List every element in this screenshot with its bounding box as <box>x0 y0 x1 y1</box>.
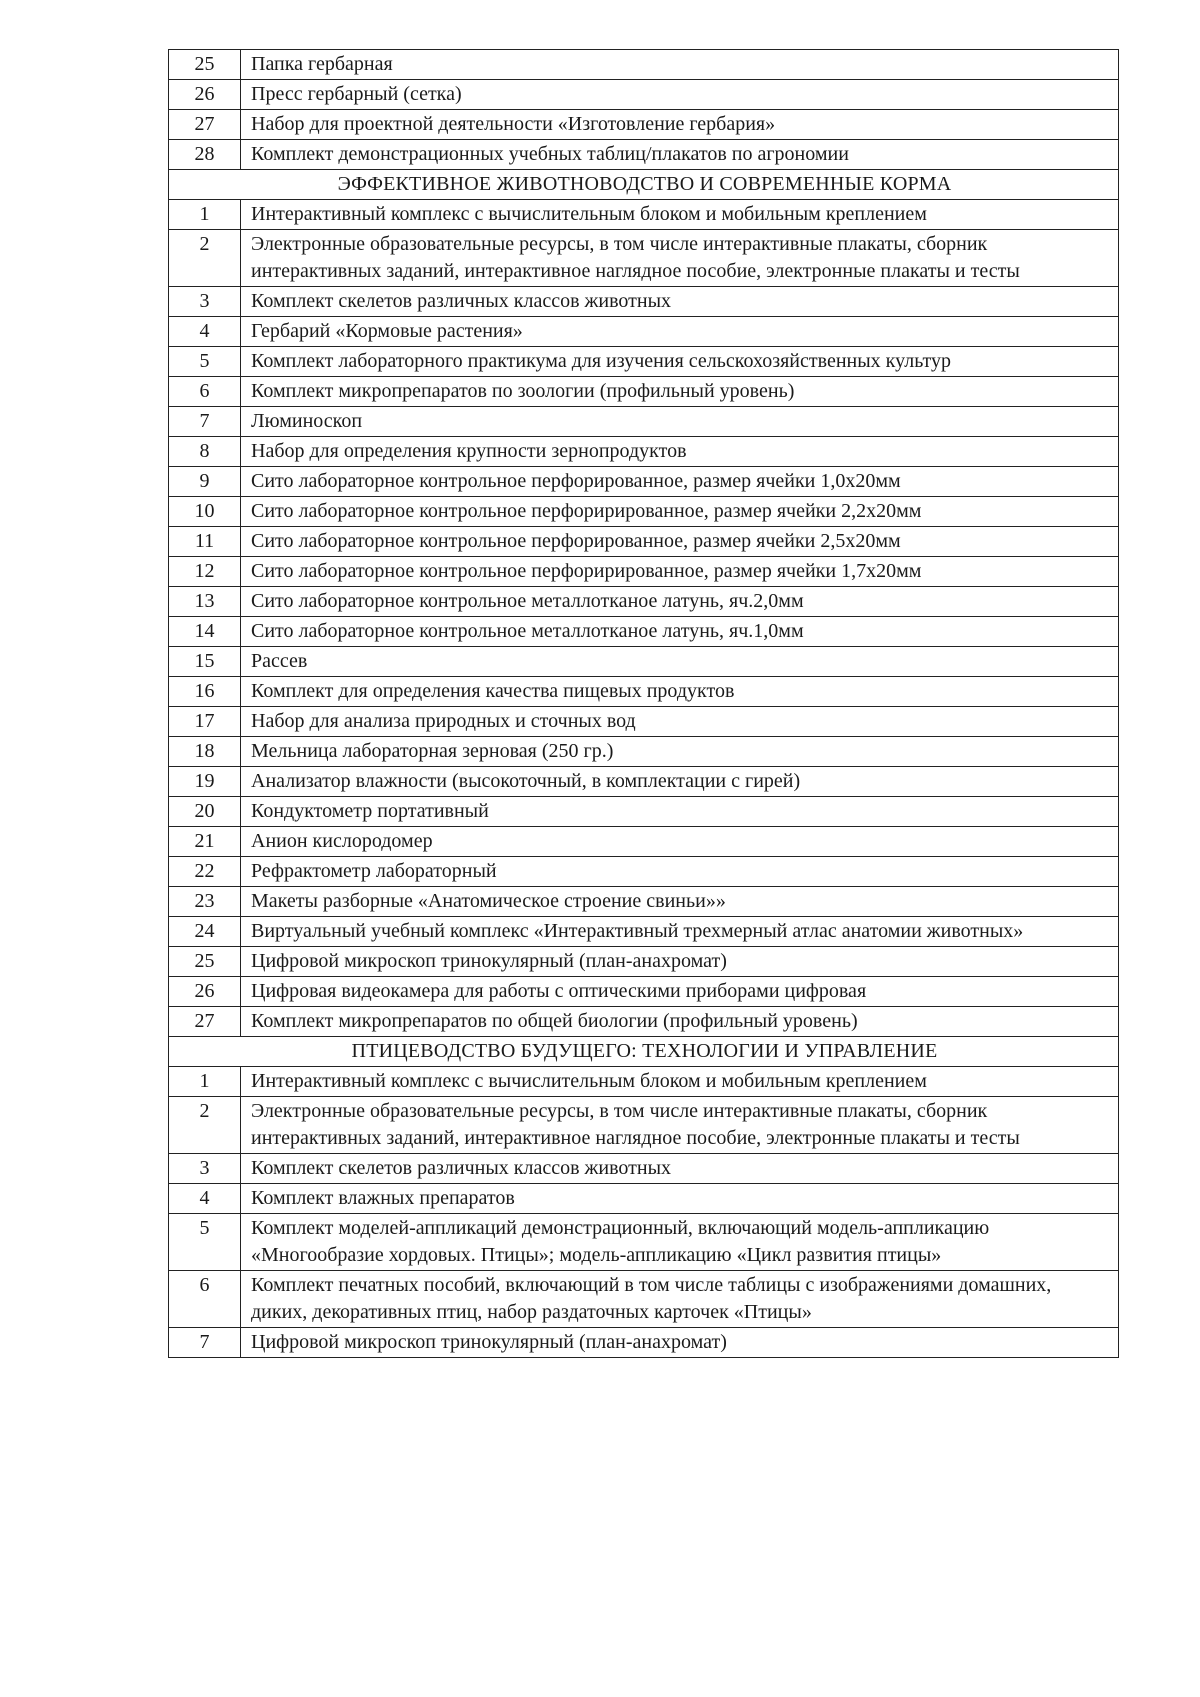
row-number: 15 <box>169 647 241 677</box>
row-number: 6 <box>169 1271 241 1328</box>
table-row <box>169 80 1119 110</box>
row-number: 4 <box>169 1184 241 1214</box>
table-row <box>169 1154 1119 1184</box>
item-name: Пресс гербарный (сетка) <box>241 80 1119 110</box>
row-number: 6 <box>169 377 241 407</box>
table-row <box>169 50 1119 80</box>
item-name: Комплект лабораторного практикума для изучения сельскохозяйственных культур <box>241 347 1119 377</box>
table-row <box>169 827 1119 857</box>
row-number: 2 <box>169 1097 241 1154</box>
equipment-table-body <box>169 50 1119 1358</box>
row-number: 25 <box>169 947 241 977</box>
table-row <box>169 977 1119 1007</box>
table-row <box>169 887 1119 917</box>
item-name: Мельница лабораторная зерновая (250 гр.) <box>241 737 1119 767</box>
item-name: Комплект скелетов различных классов животных <box>241 287 1119 317</box>
item-name: Комплект для определения качества пищевых продуктов <box>241 677 1119 707</box>
row-number: 24 <box>169 917 241 947</box>
row-number: 8 <box>169 437 241 467</box>
row-number: 21 <box>169 827 241 857</box>
row-number: 5 <box>169 347 241 377</box>
row-number: 19 <box>169 767 241 797</box>
item-name: Рассев <box>241 647 1119 677</box>
row-number: 5 <box>169 1214 241 1271</box>
item-name: Макеты разборные «Анатомическое строение свиньи»» <box>241 887 1119 917</box>
table-row <box>169 497 1119 527</box>
row-number: 3 <box>169 287 241 317</box>
row-number: 20 <box>169 797 241 827</box>
table-row <box>169 1007 1119 1037</box>
table-row <box>169 797 1119 827</box>
section-title: ЭФФЕКТИВНОЕ ЖИВОТНОВОДСТВО И СОВРЕМЕННЫЕ КОРМА <box>169 170 1119 200</box>
table-row <box>169 407 1119 437</box>
equipment-table <box>168 49 1119 1358</box>
table-row <box>169 677 1119 707</box>
row-number: 11 <box>169 527 241 557</box>
table-row <box>169 437 1119 467</box>
row-number: 3 <box>169 1154 241 1184</box>
row-number: 26 <box>169 977 241 1007</box>
item-name: Сито лабораторное контрольное металлотканое латунь, яч.2,0мм <box>241 587 1119 617</box>
row-number: 27 <box>169 1007 241 1037</box>
table-row <box>169 287 1119 317</box>
table-row <box>169 1067 1119 1097</box>
item-name: Комплект микропрепаратов по общей биологии (профильный уровень) <box>241 1007 1119 1037</box>
table-row <box>169 737 1119 767</box>
table-row <box>169 1214 1119 1271</box>
item-name: Папка гербарная <box>241 50 1119 80</box>
row-number: 25 <box>169 50 241 80</box>
row-number: 14 <box>169 617 241 647</box>
item-name: Сито лабораторное контрольное перфорированное, размер ячейки 1,0х20мм <box>241 467 1119 497</box>
item-name: Набор для определения крупности зернопродуктов <box>241 437 1119 467</box>
table-row <box>169 527 1119 557</box>
row-number: 1 <box>169 200 241 230</box>
table-row <box>169 1184 1119 1214</box>
table-row <box>169 347 1119 377</box>
item-name: Электронные образовательные ресурсы, в том числе интерактивные плакаты, сборник интерактивных заданий, интерактивное наглядное пособие, электронные плакаты и тесты <box>241 230 1119 287</box>
item-name: Комплект моделей-аппликаций демонстрационный, включающий модель-аппликацию «Многообразие хордовых. Птицы»; модель-аппликацию «Цикл развития птицы» <box>241 1214 1119 1271</box>
table-row <box>169 140 1119 170</box>
table-row <box>169 707 1119 737</box>
document-page <box>168 49 1118 1358</box>
row-number: 13 <box>169 587 241 617</box>
row-number: 26 <box>169 80 241 110</box>
item-name: Комплект микропрепаратов по зоологии (профильный уровень) <box>241 377 1119 407</box>
table-row <box>169 947 1119 977</box>
item-name: Сито лабораторное контрольное перфорированное, размер ячейки 2,5х20мм <box>241 527 1119 557</box>
row-number: 22 <box>169 857 241 887</box>
table-row <box>169 767 1119 797</box>
row-number: 1 <box>169 1067 241 1097</box>
table-row <box>169 1097 1119 1154</box>
table-row <box>169 917 1119 947</box>
table-row <box>169 857 1119 887</box>
row-number: 17 <box>169 707 241 737</box>
table-row <box>169 557 1119 587</box>
table-row <box>169 110 1119 140</box>
table-row <box>169 230 1119 287</box>
item-name: Кондуктометр портативный <box>241 797 1119 827</box>
section-header-row <box>169 170 1119 200</box>
row-number: 28 <box>169 140 241 170</box>
item-name: Виртуальный учебный комплекс «Интерактивный трехмерный атлас анатомии животных» <box>241 917 1119 947</box>
table-row <box>169 587 1119 617</box>
item-name: Комплект влажных препаратов <box>241 1184 1119 1214</box>
section-title: ПТИЦЕВОДСТВО БУДУЩЕГО: ТЕХНОЛОГИИ И УПРАВЛЕНИЕ <box>169 1037 1119 1067</box>
item-name: Анион кислородомер <box>241 827 1119 857</box>
row-number: 9 <box>169 467 241 497</box>
row-number: 7 <box>169 1328 241 1358</box>
item-name: Набор для проектной деятельности «Изготовление гербария» <box>241 110 1119 140</box>
table-row <box>169 647 1119 677</box>
table-row <box>169 617 1119 647</box>
row-number: 4 <box>169 317 241 347</box>
table-row <box>169 1328 1119 1358</box>
item-name: Сито лабораторное контрольное перфорирированное, размер ячейки 1,7х20мм <box>241 557 1119 587</box>
table-row <box>169 467 1119 497</box>
item-name: Комплект печатных пособий, включающий в том числе таблицы с изображениями домашних, диких, декоративных птиц, набор раздаточных карточек «Птицы» <box>241 1271 1119 1328</box>
item-name: Комплект демонстрационных учебных таблиц/плакатов по агрономии <box>241 140 1119 170</box>
item-name: Цифровой микроскоп тринокулярный (план-анахромат) <box>241 1328 1119 1358</box>
item-name: Люминоскоп <box>241 407 1119 437</box>
item-name: Интерактивный комплекс с вычислительным блоком и мобильным креплением <box>241 200 1119 230</box>
item-name: Электронные образовательные ресурсы, в том числе интерактивные плакаты, сборник интерактивных заданий, интерактивное наглядное пособие, электронные плакаты и тесты <box>241 1097 1119 1154</box>
item-name: Набор для анализа природных и сточных вод <box>241 707 1119 737</box>
row-number: 7 <box>169 407 241 437</box>
item-name: Сито лабораторное контрольное перфорирированное, размер ячейки 2,2х20мм <box>241 497 1119 527</box>
item-name: Анализатор влажности (высокоточный, в комплектации с гирей) <box>241 767 1119 797</box>
item-name: Цифровой микроскоп тринокулярный (план-анахромат) <box>241 947 1119 977</box>
section-header-row <box>169 1037 1119 1067</box>
table-row <box>169 200 1119 230</box>
table-row <box>169 377 1119 407</box>
row-number: 16 <box>169 677 241 707</box>
row-number: 12 <box>169 557 241 587</box>
item-name: Цифровая видеокамера для работы с оптическими приборами цифровая <box>241 977 1119 1007</box>
item-name: Рефрактометр лабораторный <box>241 857 1119 887</box>
item-name: Интерактивный комплекс с вычислительным блоком и мобильным креплением <box>241 1067 1119 1097</box>
item-name: Комплект скелетов различных классов животных <box>241 1154 1119 1184</box>
table-row <box>169 1271 1119 1328</box>
row-number: 23 <box>169 887 241 917</box>
row-number: 27 <box>169 110 241 140</box>
row-number: 2 <box>169 230 241 287</box>
row-number: 18 <box>169 737 241 767</box>
table-row <box>169 317 1119 347</box>
item-name: Гербарий «Кормовые растения» <box>241 317 1119 347</box>
item-name: Сито лабораторное контрольное металлотканое латунь, яч.1,0мм <box>241 617 1119 647</box>
row-number: 10 <box>169 497 241 527</box>
